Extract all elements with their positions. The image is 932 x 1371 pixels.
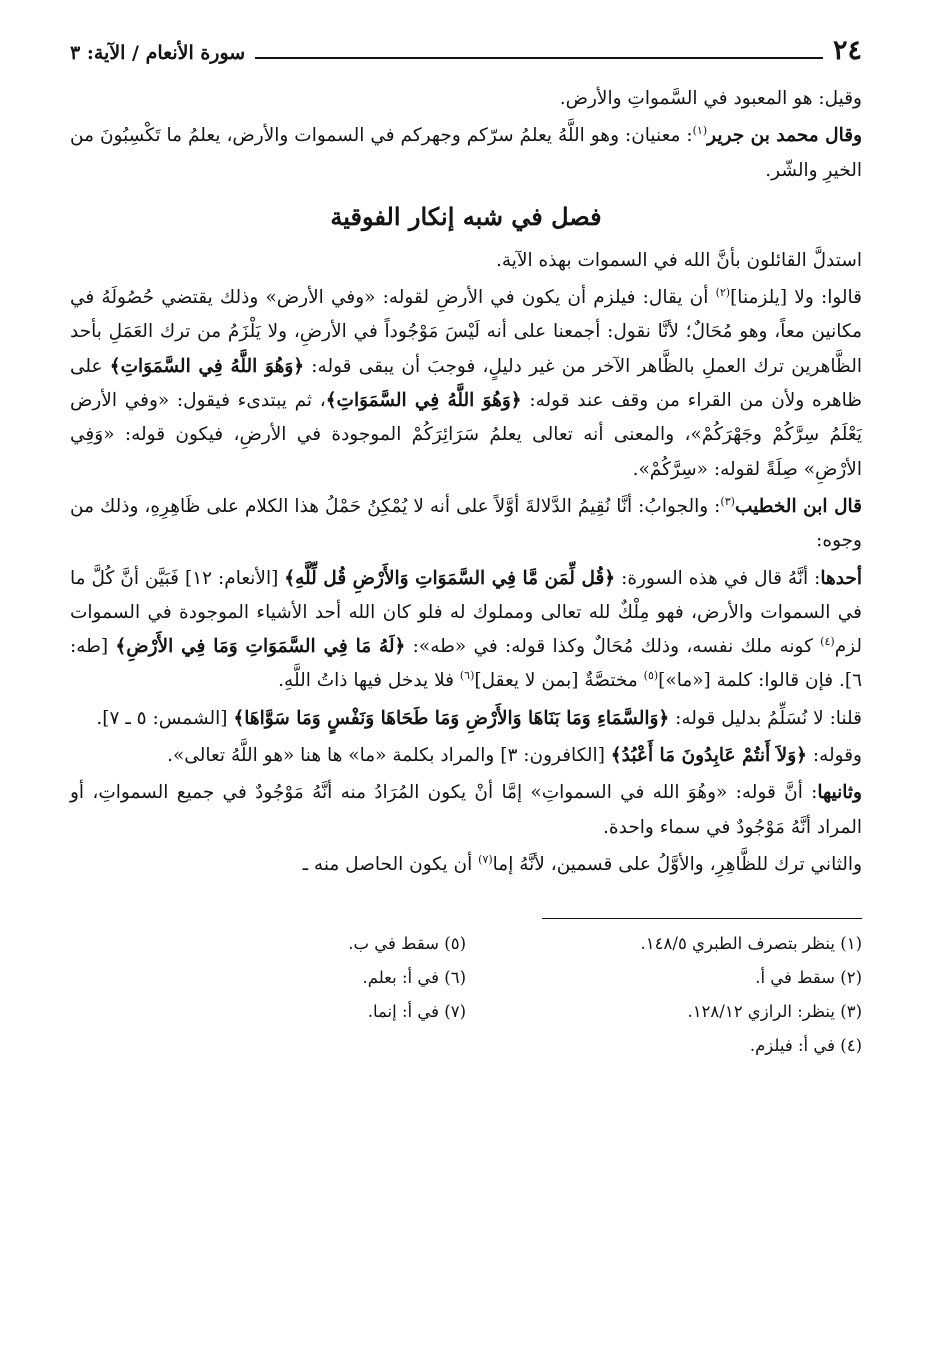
quran-quote: ﴿وَهُوَ اللَّهُ فِي السَّمَوَاتِ﴾ — [109, 355, 305, 377]
paragraph-text: [الشمس: ٥ ـ ٧]. — [96, 707, 234, 729]
page-body — [70, 82, 862, 882]
point-label: أحدها — [820, 567, 863, 589]
footnote-separator — [542, 918, 862, 919]
paragraph-1 — [70, 82, 862, 116]
footnote-ref: (٥) — [643, 669, 659, 683]
page-number: ٢٤ — [832, 35, 862, 66]
paragraph-6 — [70, 562, 862, 699]
paragraph-10 — [70, 848, 862, 882]
quran-quote: ﴿قُل لِّمَن مَّا فِي السَّمَوَاتِ وَالأَرْضِ قُل لِّلَّهِ﴾ — [284, 567, 616, 589]
quran-quote: ﴿وَلاَ أَنتُمْ عَابِدُونَ مَا أَعْبُدُ﴾ — [610, 745, 807, 767]
footnote-3: (٣) ينظر: الرازي ١٢٨/١٢. — [687, 1002, 862, 1022]
paragraph-text: [طه: ٦]. فإن قالوا: كلمة [«ما»] — [70, 636, 862, 692]
footnote-4: (٤) في أ: فيلزم. — [749, 1036, 862, 1056]
paragraph-text: على ظاهره ولأن من القراء من وقف عند قوله: — [70, 355, 863, 412]
footnote-ref: (٦) — [459, 669, 475, 683]
paragraph-text: كونه ملك نفسه، وذلك مُحَالٌ وكذا قوله: في «طه»: — [405, 636, 821, 658]
speaker-name: وقال محمد بن جرير — [707, 125, 863, 147]
footnote-ref: (٢) — [715, 286, 731, 300]
footnote-ref: (٤) — [820, 635, 835, 648]
paragraph-5 — [70, 490, 862, 559]
paragraph-text: والثاني ترك للظَّاهِرِ، والأوَّلُ على قسمين، لأنَّهُ إما — [492, 853, 862, 875]
paragraph-8 — [70, 739, 862, 773]
quran-quote: ﴿لَهُ مَا فِي السَّمَوَاتِ وَمَا فِي الأَرْضِ﴾ — [115, 636, 406, 658]
paragraph-text: أن يكون الحاصل منه ـ — [302, 853, 479, 875]
paragraph-9 — [70, 776, 862, 845]
paragraph-text: مختصَّةٌ [بمن لا يعقل] — [474, 670, 644, 692]
footnote-ref: (٣) — [720, 494, 735, 508]
paragraph-text: ، ثم يبتدىء فيقول: «وفي الأرض يَعْلَمُ سِرَّكُمْ وجَهْرَكُمْ»، والمعنى أنه تعالى يعلمُ سَرَائِرَكُمْ الموجودة في الأرضِ، فيكون قوله: «وَفِي الأرْضِ» صِلَةً لقوله: «سِرَّكُمْ». — [70, 390, 862, 480]
paragraph-text: [الأنعام: ١٢] فَبَيَّن أنَّ كُلَّ ما في السموات والأرض، فهو مِلْكٌ لله تعالى ومملوك له فلو كان الله أحد الأشياء الموجودة في السموات لزم — [70, 567, 862, 658]
footnote-ref: (١) — [692, 124, 708, 138]
paragraph-7 — [70, 702, 862, 736]
quran-quote: ﴿وَهُوَ اللَّهُ فِي السَّمَوَاتِ﴾ — [325, 390, 522, 412]
paragraph-text: : أنَّهُ قال في هذه السورة: — [615, 567, 821, 589]
footnote-1: (١) ينظر بتصرف الطبري ١٤٨/٥. — [640, 934, 862, 954]
paragraph-text: وقوله: — [806, 745, 862, 767]
footnote-5: (٥) سقط في ب. — [348, 934, 466, 954]
point-label: وثانيها — [817, 782, 862, 804]
paragraph-text: : أنَّ قوله: «وهُوَ الله في السمواتِ» إمَّا أنْ يكون المُرَادُ منه أنَّهُ مَوْجُودٌ في جميع السمواتِ، أو المراد أنَّهُ مَوْجُودٌ في سماء واحدة. — [70, 782, 862, 838]
paragraph-text: : والجوابُ: أنَّا نُقِيمُ الدَّلالةَ أوَّلاً على أنه لا يُمْكِنُ حَمْلُ هذا الكلام على ظَاهِرِهِ، وذلك من وجوه: — [70, 495, 862, 552]
book-page — [70, 32, 862, 1342]
footnote-7: (٧) في أ: إنما. — [367, 1002, 466, 1022]
paragraph-text: قالوا: ولا [يلزمنا] — [730, 287, 863, 309]
paragraph-text: [الكافرون: ٣] والمراد بكلمة «ما» ها هنا «هو اللَّهُ تعالى». — [167, 745, 611, 767]
paragraph-text: : معنيان: وهو اللَّهُ يعلمُ سرّكم وجهركم في السموات والأرض، يعلمُ ما تَكْسِبُونَ من الخيرِ والشّر. — [70, 125, 862, 181]
paragraph-text: قلنا: لا نُسَلِّمُ بدليل قوله: — [669, 707, 862, 729]
footnote-6: (٦) في أ: بعلم. — [362, 968, 466, 988]
paragraph-2 — [70, 119, 862, 188]
paragraph-4 — [70, 281, 862, 487]
page-header — [70, 32, 862, 66]
footnote-ref: (٧) — [478, 852, 493, 866]
header-rule — [255, 57, 823, 59]
paragraph-text: فلا يدخل فيها ذاتُ اللَّهِ. — [278, 670, 460, 692]
section-heading: فصل في شبه إنكار الفوقية — [330, 201, 602, 231]
footnotes — [70, 927, 862, 1063]
paragraph-text: استدلَّ القائلون بأنَّ الله في السموات بهذه الآية. — [496, 249, 862, 271]
paragraph-3 — [70, 244, 862, 278]
paragraph-text: وقيل: هو المعبود في السَّمواتِ والأرض. — [559, 88, 862, 109]
running-title: سورة الأنعام / الآية: ٣ — [70, 42, 246, 64]
paragraph-text: أن يقال: فيلزم أن يكون في الأرضِ لقوله: «وفي الأرض» وذلك يقتضي حُصُولَهُ في مكانين معاً، وهو مُحَالٌ؛ لأنَّا نقول: أجمعنا على أنه لَيْسَ مَوْجُوداً في الأرضِ، ولا يَلْزَمُ من ترك العَمَلِ بأحد الظَّاهرين ترك العملِ بالظَّاهر الآخر من غير دليلٍ، فوجبَ أن يبقى قوله: — [70, 287, 863, 377]
footnote-2: (٢) سقط في أ. — [755, 968, 862, 988]
speaker-name: قال ابن الخطيب — [734, 495, 862, 517]
quran-quote: ﴿وَالسَّمَاءِ وَمَا بَنَاهَا وَالأَرْضِ وَمَا طَحَاهَا وَنَفْسٍ وَمَا سَوَّاهَا﴾ — [233, 707, 670, 729]
